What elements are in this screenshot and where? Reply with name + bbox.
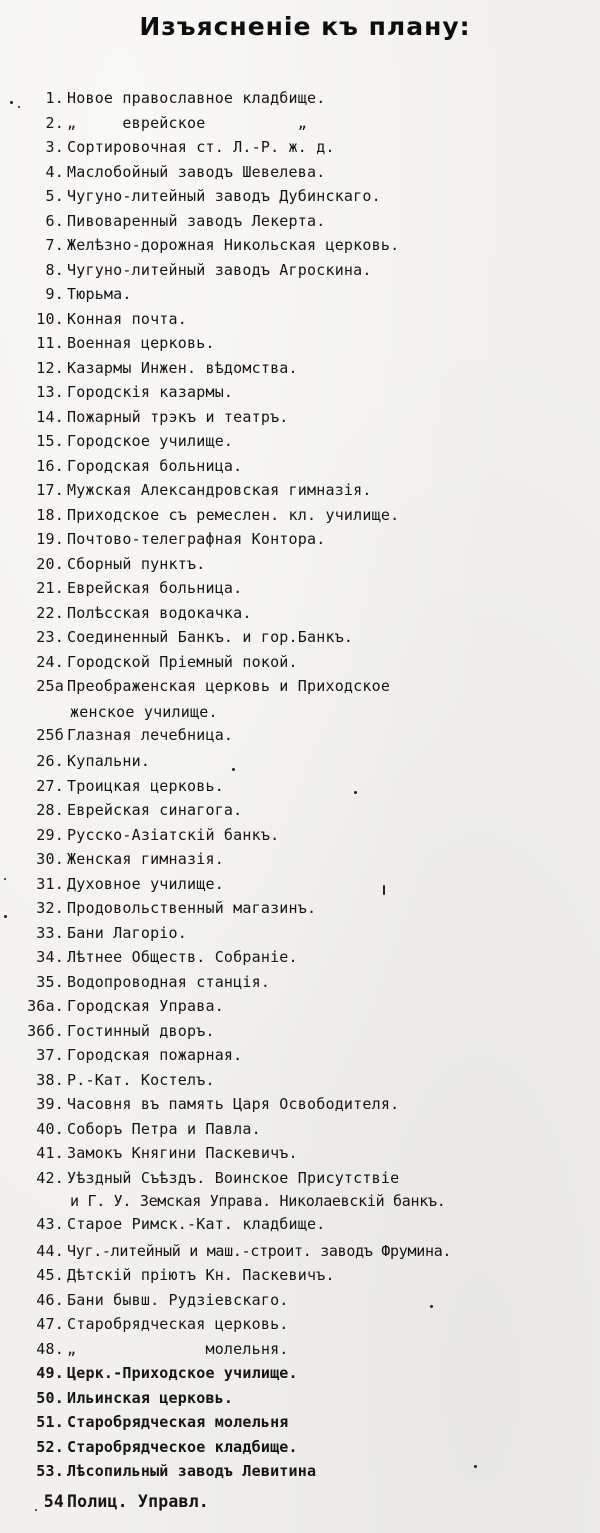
- legend-item: [0, 774, 600, 799]
- scan-speck: [430, 1305, 433, 1308]
- item-number: 25б: [36, 725, 64, 744]
- item-text: „ еврейское „: [67, 113, 307, 132]
- item-number: 54: [43, 1491, 64, 1511]
- legend-item: [0, 454, 600, 479]
- item-number: 24.: [36, 652, 64, 671]
- item-text: Полиц. Управл.: [67, 1491, 209, 1511]
- item-number: 53.: [36, 1462, 64, 1480]
- item-number: 34.: [36, 948, 64, 966]
- scan-speck: [10, 101, 13, 104]
- item-number: 49.: [36, 1364, 64, 1382]
- legend-item: [0, 1043, 600, 1068]
- item-number: 38.: [36, 1070, 64, 1089]
- item-text: Чуг.-литейный и маш.-строит. заводъ Фрумина.: [67, 1241, 452, 1260]
- item-number: 25а: [36, 677, 64, 695]
- legend-item: [0, 1312, 600, 1337]
- item-text: Духовное училище.: [67, 874, 224, 893]
- item-number: 27.: [36, 776, 64, 795]
- legend-item: [0, 970, 600, 995]
- item-number: 17.: [36, 481, 64, 499]
- legend-item: [0, 1263, 600, 1288]
- legend-item: [0, 823, 600, 848]
- item-text: Ильинская церковь.: [67, 1388, 234, 1407]
- item-number: 36б.: [27, 1021, 64, 1040]
- item-text: Уѣздный Съѣздъ. Воинское Присутствіе: [67, 1168, 400, 1187]
- item-number: 41.: [36, 1144, 64, 1162]
- legend-item: [0, 601, 600, 626]
- legend-item: [0, 307, 600, 332]
- item-text: Городской Пріемный покой.: [67, 652, 298, 671]
- legend-item: [0, 625, 600, 650]
- scan-speck: [232, 768, 235, 771]
- item-number: 52.: [36, 1437, 64, 1456]
- item-text: Соединенный Банкъ. и гор.Банкъ.: [67, 628, 354, 646]
- item-text: Глазная лечебница.: [67, 725, 234, 744]
- item-number: 20.: [36, 554, 64, 573]
- item-text: Р.-Кат. Костелъ.: [67, 1070, 215, 1089]
- item-text: Замокъ Княгини Паскевичъ.: [67, 1144, 298, 1162]
- item-text: Почтово-телеграфная Контора.: [67, 530, 326, 548]
- item-number: 23.: [36, 628, 64, 646]
- legend-item: [0, 872, 600, 897]
- item-number: 4.: [45, 162, 64, 181]
- item-number: 44.: [36, 1241, 64, 1260]
- item-text: Водопроводная станція.: [67, 972, 271, 991]
- legend-item: [0, 184, 600, 209]
- legend-item: [0, 674, 600, 701]
- item-text: Старобрядческая молельня: [67, 1413, 289, 1431]
- legend-item: [0, 1288, 600, 1313]
- legend-item: [0, 503, 600, 528]
- legend-item: [0, 527, 600, 552]
- legend-item: [0, 1019, 600, 1044]
- item-text: Преображенская церковь и Приходское: [67, 677, 391, 695]
- legend-item: [0, 380, 600, 405]
- item-number: 11.: [36, 334, 64, 352]
- item-text: Городская больница.: [67, 456, 243, 475]
- item-text: Пивоваренный заводъ Лекерта.: [67, 211, 326, 230]
- item-text: Приходское съ ремеслен. кл. училище.: [67, 505, 400, 524]
- item-text: Военная церковь.: [67, 334, 215, 352]
- legend-item: [0, 1410, 600, 1435]
- item-number: 22.: [36, 603, 64, 622]
- item-number: 1.: [45, 89, 64, 107]
- legend-item: [0, 1459, 600, 1484]
- legend-item: [0, 282, 600, 307]
- legend-item: [0, 86, 600, 111]
- legend-item: [0, 331, 600, 356]
- item-number: 31.: [36, 874, 64, 893]
- legend-item: [0, 135, 600, 160]
- item-text: Городская пожарная.: [67, 1046, 243, 1064]
- item-number: 18.: [36, 505, 64, 524]
- item-number: 26.: [36, 752, 64, 770]
- legend-item: [0, 798, 600, 823]
- scan-speck: [4, 878, 6, 880]
- item-number: 46.: [36, 1290, 64, 1309]
- scan-speck: [18, 106, 20, 108]
- item-text: Купальни.: [67, 752, 151, 770]
- item-text: Женская гимназія.: [67, 850, 224, 868]
- item-number: 7.: [45, 236, 64, 254]
- item-number: 2.: [45, 113, 64, 132]
- scan-speck: [474, 1465, 477, 1468]
- item-text: и Г. У. Земская Управа. Николаевскій банкъ.: [70, 1192, 446, 1210]
- item-number: 14.: [36, 407, 64, 426]
- legend-item: [0, 847, 600, 872]
- legend-item-continuation: [0, 1190, 600, 1212]
- legend-item: [0, 111, 600, 136]
- legend-item: [0, 429, 600, 454]
- item-text: Часовня въ память Царя Освободителя.: [67, 1095, 400, 1113]
- item-text: Маслобойный заводъ Шевелева.: [67, 162, 326, 181]
- item-text: Старобрядческое кладбище.: [67, 1437, 298, 1456]
- legend-item: [0, 1141, 600, 1166]
- item-number: 15.: [36, 432, 64, 450]
- scan-speck: [354, 791, 357, 794]
- legend-item: [0, 209, 600, 234]
- item-text: Лѣтнее Обществ. Собраніе.: [67, 948, 298, 966]
- item-text: Чугуно-литейный заводъ Агроскина.: [67, 260, 372, 279]
- legend-item: [0, 576, 600, 601]
- legend-item: [0, 1068, 600, 1093]
- legend-item: [0, 233, 600, 258]
- item-text: Городская Управа.: [67, 997, 224, 1015]
- legend-list: [0, 86, 600, 1516]
- item-number: 30.: [36, 850, 64, 868]
- item-number: 48.: [36, 1339, 64, 1358]
- item-text: Продовольственный магазинъ.: [67, 899, 317, 917]
- legend-item: [0, 994, 600, 1019]
- legend-item: [0, 356, 600, 381]
- scan-speck: [383, 885, 385, 895]
- scan-speck: [35, 1509, 37, 1511]
- item-number: 9.: [45, 285, 64, 303]
- item-text: Лѣсопильный заводъ Левитина: [67, 1462, 317, 1480]
- item-number: 37.: [36, 1046, 64, 1064]
- item-number: 33.: [36, 923, 64, 942]
- item-text: женское училище.: [70, 702, 218, 721]
- scan-speck: [4, 915, 7, 918]
- item-number: 43.: [36, 1215, 64, 1233]
- item-number: 6.: [45, 211, 64, 230]
- legend-item: [0, 1166, 600, 1191]
- item-number: 21.: [36, 579, 64, 597]
- legend-item: [0, 945, 600, 970]
- item-text: „ молельня.: [67, 1339, 289, 1358]
- item-text: Казармы Инжен. вѣдомства.: [67, 358, 298, 377]
- item-number: 51.: [36, 1413, 64, 1431]
- legend-item: [0, 405, 600, 430]
- legend-item: [0, 478, 600, 503]
- legend-item: [0, 1239, 600, 1264]
- item-number: 35.: [36, 972, 64, 991]
- legend-item-continuation: [0, 701, 600, 723]
- item-number: 5.: [45, 187, 64, 205]
- legend-item: [0, 1117, 600, 1142]
- item-text: Конная почта.: [67, 309, 187, 328]
- item-number: 19.: [36, 530, 64, 548]
- item-number: 10.: [36, 309, 64, 328]
- item-text: Гостинный дворъ.: [67, 1021, 215, 1040]
- item-number: 28.: [36, 801, 64, 819]
- item-text: Еврейская больница.: [67, 579, 243, 597]
- legend-item: [0, 1212, 600, 1239]
- legend-item: [0, 1092, 600, 1117]
- item-number: 47.: [36, 1315, 64, 1333]
- item-number: 29.: [36, 825, 64, 844]
- item-text: Городскія казармы.: [67, 383, 234, 401]
- item-text: Новое православное кладбище.: [67, 89, 326, 107]
- item-text: Сборный пунктъ.: [67, 554, 206, 573]
- item-text: Дѣтскій пріютъ Кн. Паскевичъ.: [67, 1266, 335, 1284]
- item-text: Старое Римск.-Кат. кладбище.: [67, 1215, 326, 1233]
- legend-item: [0, 896, 600, 921]
- item-text: Желѣзно-дорожная Никольская церковь.: [67, 236, 400, 254]
- page-title: Изъясненіе къ плану:: [139, 12, 471, 41]
- item-number: 42.: [36, 1168, 64, 1187]
- legend-item: [0, 650, 600, 675]
- legend-item: [0, 921, 600, 946]
- item-number: 40.: [36, 1119, 64, 1138]
- legend-item: [0, 723, 600, 750]
- item-number: 50.: [36, 1388, 64, 1407]
- legend-item: [0, 1361, 600, 1386]
- item-number: 16.: [36, 456, 64, 475]
- item-text: Тюрьма.: [67, 285, 132, 303]
- item-text: Полѣсская водокачка.: [67, 603, 252, 622]
- item-text: Сортировочная ст. Л.-Р. ж. д.: [67, 138, 335, 156]
- legend-item: [0, 1435, 600, 1460]
- item-text: Троицкая церковь.: [67, 776, 224, 795]
- item-text: Городское училище.: [67, 432, 234, 450]
- legend-item: [0, 160, 600, 185]
- item-text: Еврейская синагога.: [67, 801, 243, 819]
- legend-item: [0, 552, 600, 577]
- legend-item: [0, 749, 600, 774]
- item-number: 3.: [45, 138, 64, 156]
- item-number: 36а.: [27, 997, 64, 1015]
- item-text: Соборъ Петра и Павла.: [67, 1119, 261, 1138]
- item-number: 13.: [36, 383, 64, 401]
- legend-item: [0, 1386, 600, 1411]
- item-number: 12.: [36, 358, 64, 377]
- item-number: 45.: [36, 1266, 64, 1284]
- item-text: Бани бывш. Рудзіевскаго.: [67, 1290, 289, 1309]
- item-text: Бани Лагоріо.: [67, 923, 187, 942]
- legend-item: [0, 1337, 600, 1362]
- item-text: Пожарный трэкъ и театръ.: [67, 407, 289, 426]
- item-text: Старобрядческая церковь.: [67, 1315, 289, 1333]
- item-text: Чугуно-литейный заводъ Дубинскаго.: [67, 187, 381, 205]
- legend-item: [0, 1490, 600, 1517]
- legend-item: [0, 258, 600, 283]
- item-number: 39.: [36, 1095, 64, 1113]
- item-text: Русско-Азіатскій банкъ.: [67, 825, 280, 844]
- item-number: 32.: [36, 899, 64, 917]
- item-text: Церк.-Приходское училище.: [67, 1364, 298, 1382]
- item-text: Мужская Александровская гимназія.: [67, 481, 372, 499]
- item-number: 8.: [45, 260, 64, 279]
